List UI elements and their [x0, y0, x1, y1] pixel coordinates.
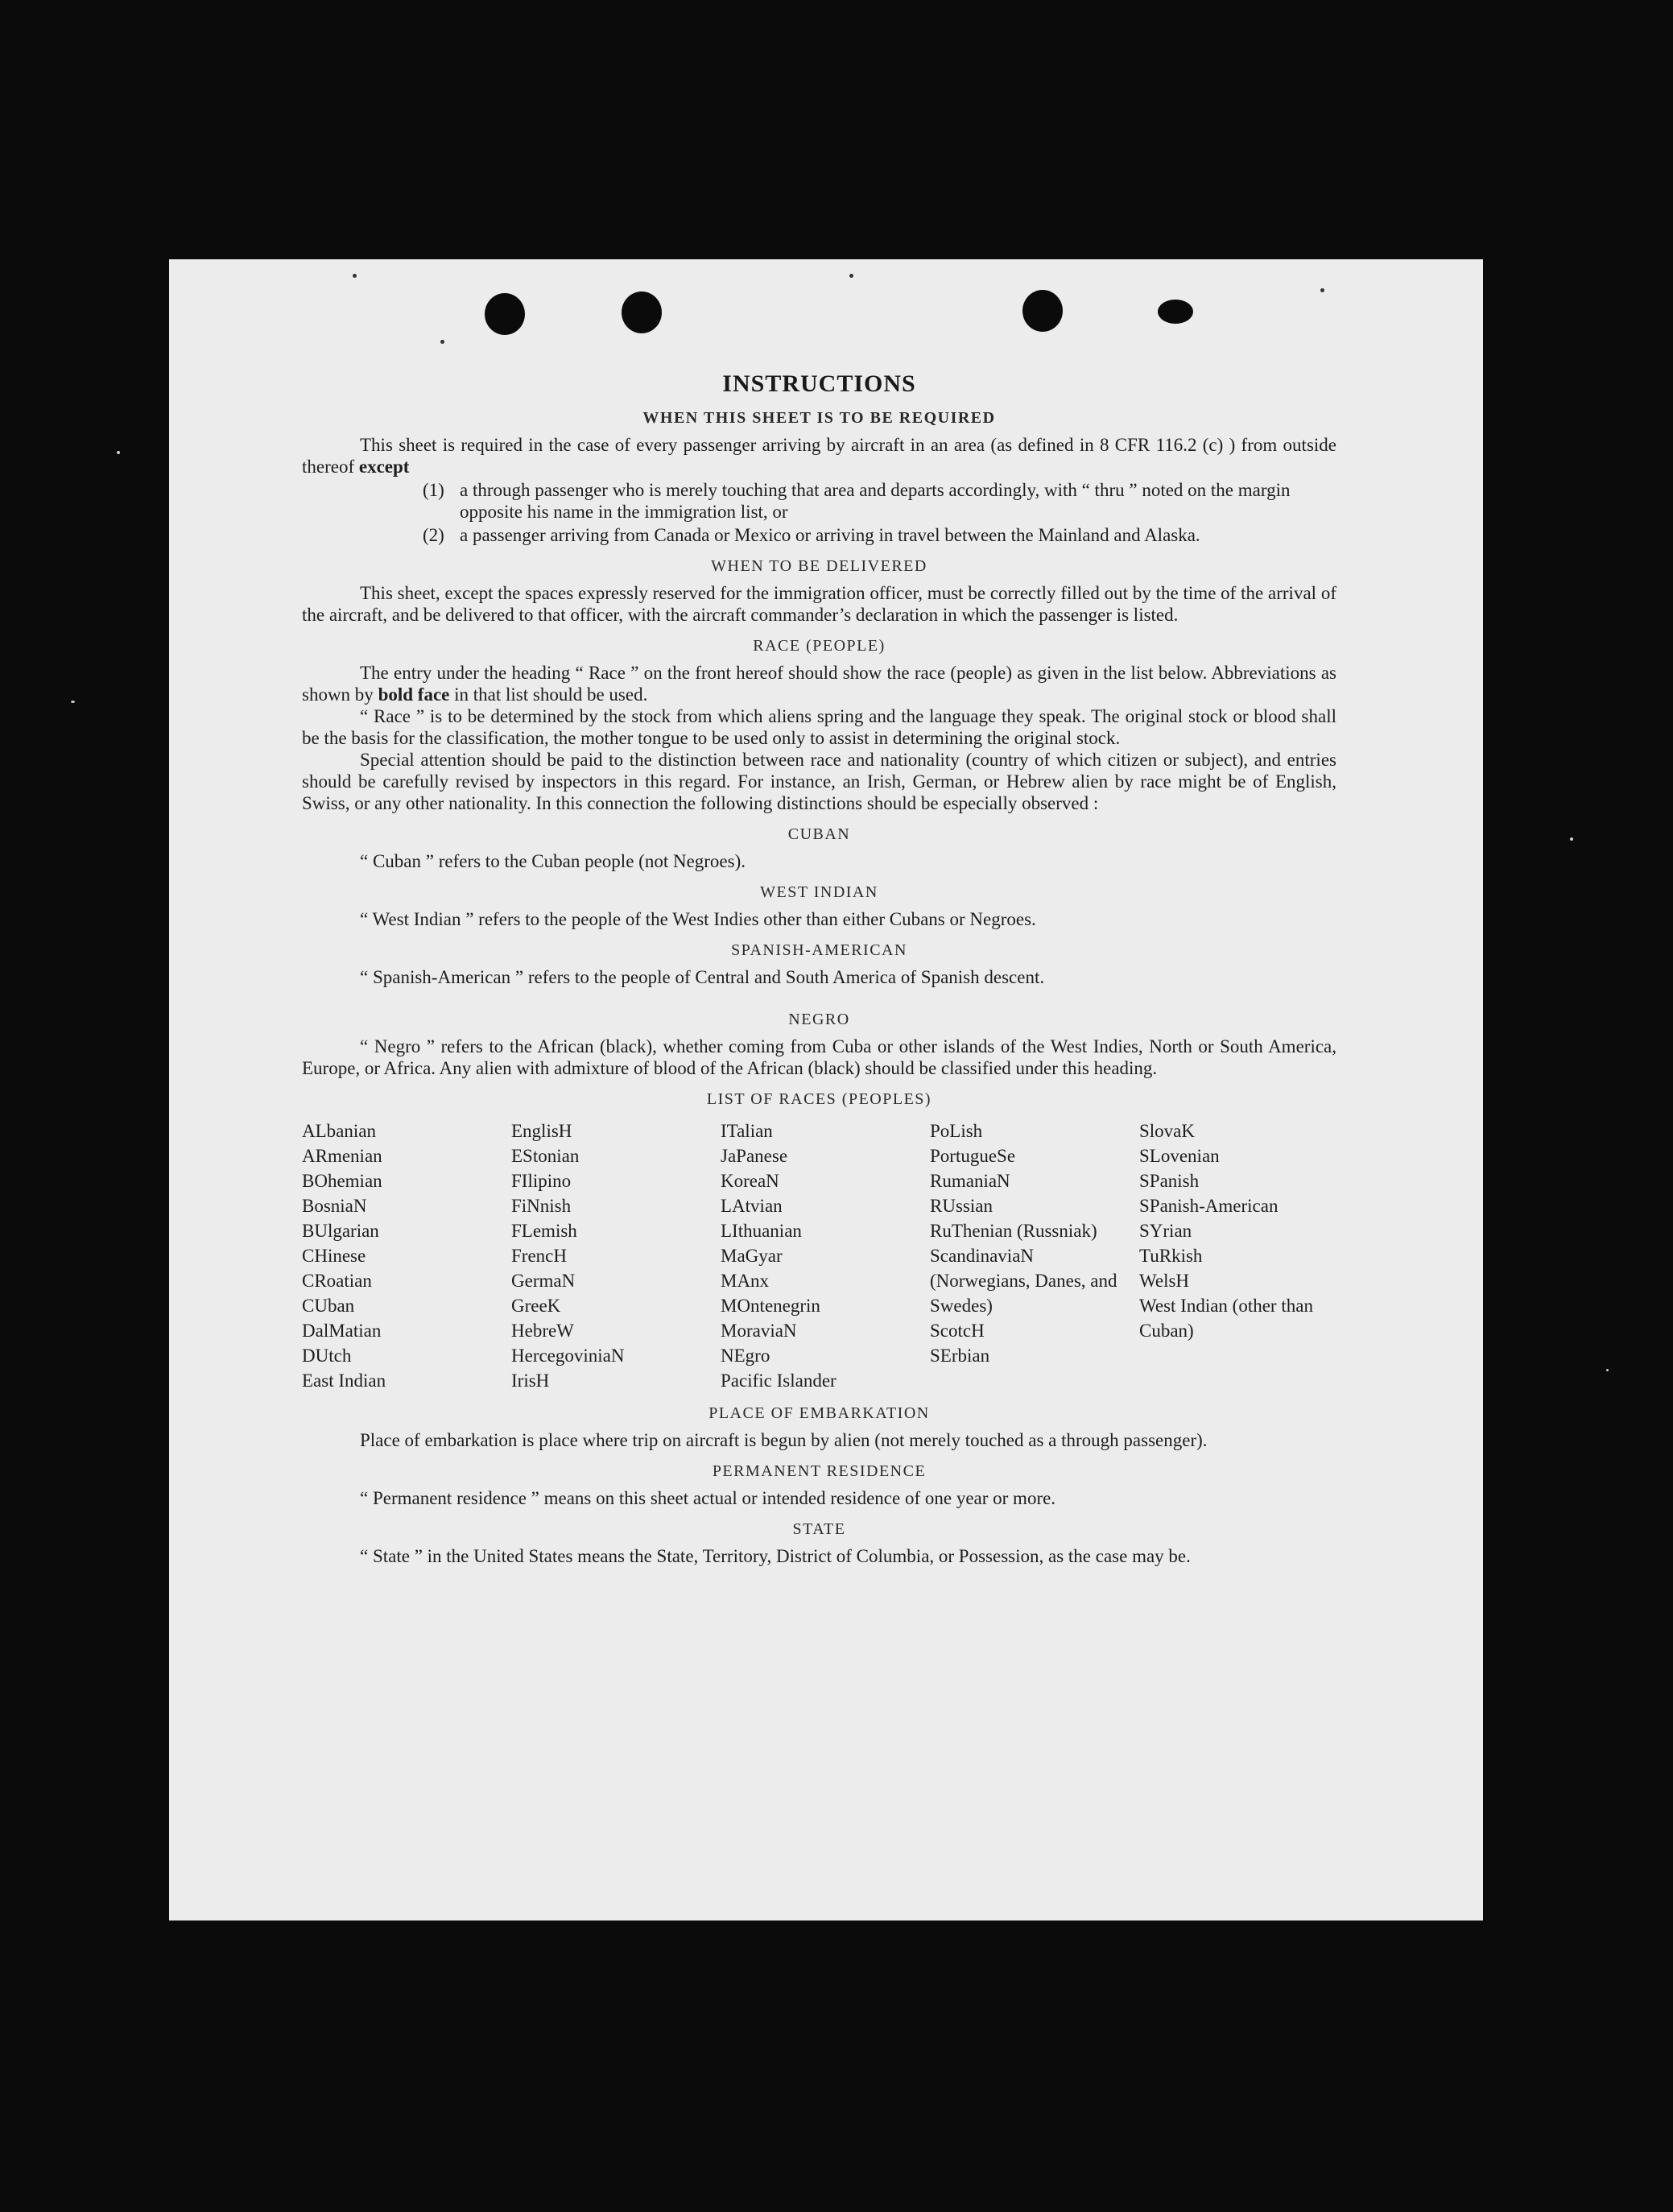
race-p1-bold: bold face: [378, 684, 450, 705]
required-item: [423, 524, 1336, 546]
race-entry: RumaniaN: [930, 1171, 1010, 1191]
races-table: [302, 1118, 1336, 1393]
race-entry: EnglisH: [511, 1121, 572, 1141]
section-heading-cuban: CUBAN: [787, 825, 851, 843]
race-entry: FiNnish: [511, 1196, 572, 1216]
required-intro: [302, 434, 1336, 478]
race-paragraph-3: Special attention should be paid to the distinction between race and nationality (country of which citizen or subject), and entries should be carefully revised by inspectors in this regard. For instance, an Irish, German, or Hebrew alien by race might be of English, Swiss, or any other nationality. In this connection the following distinctions should be especially observed :: [302, 750, 1336, 813]
race-entry: SPanish: [1139, 1171, 1200, 1191]
section-heading-required: WHEN THIS SHEET IS TO BE REQUIRED: [642, 409, 996, 427]
race-entry: GermaN: [511, 1271, 576, 1291]
race-paragraph-1: [302, 662, 1336, 705]
film-speck: [1570, 837, 1573, 841]
race-entry: LAtvian: [721, 1196, 783, 1216]
spanish-american-text: “ Spanish-American ” refers to the people of Central and South America of Spanish descent.: [360, 967, 1045, 987]
race-p1-suffix: in that list should be used.: [449, 684, 648, 705]
race-entry: CRoatian: [302, 1271, 372, 1291]
race-entry: ScotcH: [930, 1321, 985, 1341]
race-entry: FIlipino: [511, 1171, 572, 1191]
required-intro-bold: except: [358, 457, 410, 477]
paper-speck: [440, 340, 444, 344]
embarkation-text: Place of embarkation is place where trip on aircraft is begun by alien (not merely touched as a through passenger).: [360, 1430, 1208, 1450]
race-entry: CHinese: [302, 1246, 366, 1266]
race-entry: FLemish: [511, 1221, 577, 1241]
negro-text: “ Negro ” refers to the African (black), whether coming from Cuba or other islands of the West Indies, North or South America, Europe, or Africa. Any alien with admixture of blood of the African (black) should be classified under this heading.: [302, 1036, 1336, 1078]
race-entry: DUtch: [302, 1346, 352, 1366]
section-heading-spanish-american: SPANISH-AMERICAN: [731, 941, 907, 959]
state-text: “ State ” in the United States means the State, Territory, District of Columbia, or Possession, as the case may be.: [360, 1546, 1191, 1566]
section-heading-race: RACE (PEOPLE): [753, 637, 886, 655]
race-entry: PoLish: [930, 1121, 983, 1141]
race-entry: ITalian: [721, 1121, 773, 1141]
race-entry: RUssian: [930, 1196, 993, 1216]
race-entry: ScandinaviaN (Norwegians, Danes, and Swedes): [930, 1246, 1117, 1316]
race-entry: ARmenian: [302, 1146, 382, 1166]
page-title: INSTRUCTIONS: [722, 370, 916, 397]
delivered-text: This sheet, except the spaces expressly reserved for the immigration officer, must be correctly filled out by the time of the arrival of the aircraft, and be delivered to that officer, with the aircraft commander’s declaration in which the passenger is listed.: [302, 583, 1336, 625]
cuban-text: “ Cuban ” refers to the Cuban people (not Negroes).: [360, 851, 746, 871]
race-entry: WelsH: [1139, 1271, 1190, 1291]
section-heading-delivered: WHEN TO BE DELIVERED: [711, 557, 927, 575]
item-text: a through passenger who is merely touching that area and departs accordingly, with “ thru ” noted on the margin opposite his name in the immigration list, or: [460, 480, 1291, 522]
race-entry: TuRkish: [1139, 1246, 1203, 1266]
race-entry: RuThenian (Russniak): [930, 1221, 1097, 1241]
race-entry: EStonian: [511, 1146, 580, 1166]
race-entry: SYrian: [1139, 1221, 1192, 1241]
races-column: [511, 1118, 708, 1393]
instructions-text: [302, 370, 1336, 1567]
punch-hole: [1022, 290, 1063, 332]
race-entry: PortugueSe: [930, 1146, 1016, 1166]
required-item: [423, 479, 1336, 523]
race-entry: MAnx: [721, 1271, 770, 1291]
race-entry: MoraviaN: [721, 1321, 797, 1341]
race-entry: SPanish-American: [1139, 1196, 1279, 1216]
punch-hole: [1158, 300, 1193, 324]
race-entry: LIthuanian: [721, 1221, 802, 1241]
races-column: [721, 1118, 918, 1393]
race-entry: SlovaK: [1139, 1121, 1195, 1141]
required-intro-text: This sheet is required in the case of every passenger arriving by aircraft in an area (as defined in 8 CFR 116.2 (c) ) from outside thereof: [302, 435, 1336, 477]
paper-speck: [353, 274, 357, 278]
section-heading-state: STATE: [792, 1520, 846, 1538]
race-p1-text: The entry under the heading “ Race ” on the front hereof should show the race (people) as given in the list below. Abbreviations as shown by: [302, 663, 1336, 705]
section-heading-list-of-races: LIST OF RACES (PEOPLES): [706, 1090, 932, 1108]
race-entry: East Indian: [302, 1371, 386, 1391]
punch-hole: [622, 291, 662, 333]
document-page: [169, 259, 1483, 1921]
race-entry: DalMatian: [302, 1321, 382, 1341]
film-speck: [71, 701, 75, 703]
paper-speck: [1320, 288, 1324, 292]
section-heading-residence: PERMANENT RESIDENCE: [712, 1462, 927, 1480]
race-entry: KoreaN: [721, 1171, 779, 1191]
race-entry: JaPanese: [721, 1146, 788, 1166]
races-column: [302, 1118, 499, 1393]
races-column: [930, 1118, 1127, 1393]
race-entry: HebreW: [511, 1321, 574, 1341]
west-indian-text: “ West Indian ” refers to the people of the West Indies other than either Cubans or Negroes.: [360, 909, 1036, 929]
race-entry: SErbian: [930, 1346, 990, 1366]
race-paragraph-2: “ Race ” is to be determined by the stock from which aliens spring and the language they speak. The original stock or blood shall be the basis for the classification, the mother tongue to be used only to assist in determining the original stock.: [302, 706, 1336, 748]
film-speck: [117, 451, 120, 454]
race-entry: CUban: [302, 1296, 355, 1316]
race-entry: Pacific Islander: [721, 1371, 836, 1391]
race-entry: GreeK: [511, 1296, 561, 1316]
race-entry: IrisH: [511, 1371, 550, 1391]
race-entry: West Indian (other than Cuban): [1139, 1296, 1313, 1341]
item-text: a passenger arriving from Canada or Mexico or arriving in travel between the Mainland and Alaska.: [460, 525, 1200, 545]
race-entry: FrencH: [511, 1246, 567, 1266]
film-speck: [1606, 1369, 1609, 1371]
section-heading-negro: NEGRO: [788, 1011, 850, 1028]
race-entry: HercegoviniaN: [511, 1346, 625, 1366]
race-entry: SLovenian: [1139, 1146, 1220, 1166]
race-entry: MOntenegrin: [721, 1296, 820, 1316]
section-heading-embarkation: PLACE OF EMBARKATION: [708, 1404, 930, 1422]
race-entry: BUlgarian: [302, 1221, 379, 1241]
race-entry: NEgro: [721, 1346, 770, 1366]
race-entry: BOhemian: [302, 1171, 382, 1191]
race-entry: MaGyar: [721, 1246, 783, 1266]
item-number: (2): [423, 525, 444, 545]
paper-speck: [849, 274, 853, 278]
race-entry: BosniaN: [302, 1196, 367, 1216]
race-entry: ALbanian: [302, 1121, 376, 1141]
item-number: (1): [423, 480, 444, 500]
races-column: [1139, 1118, 1336, 1393]
section-heading-west-indian: WEST INDIAN: [760, 883, 878, 901]
punch-hole: [485, 293, 525, 335]
residence-text: “ Permanent residence ” means on this sheet actual or intended residence of one year or more.: [360, 1488, 1056, 1508]
